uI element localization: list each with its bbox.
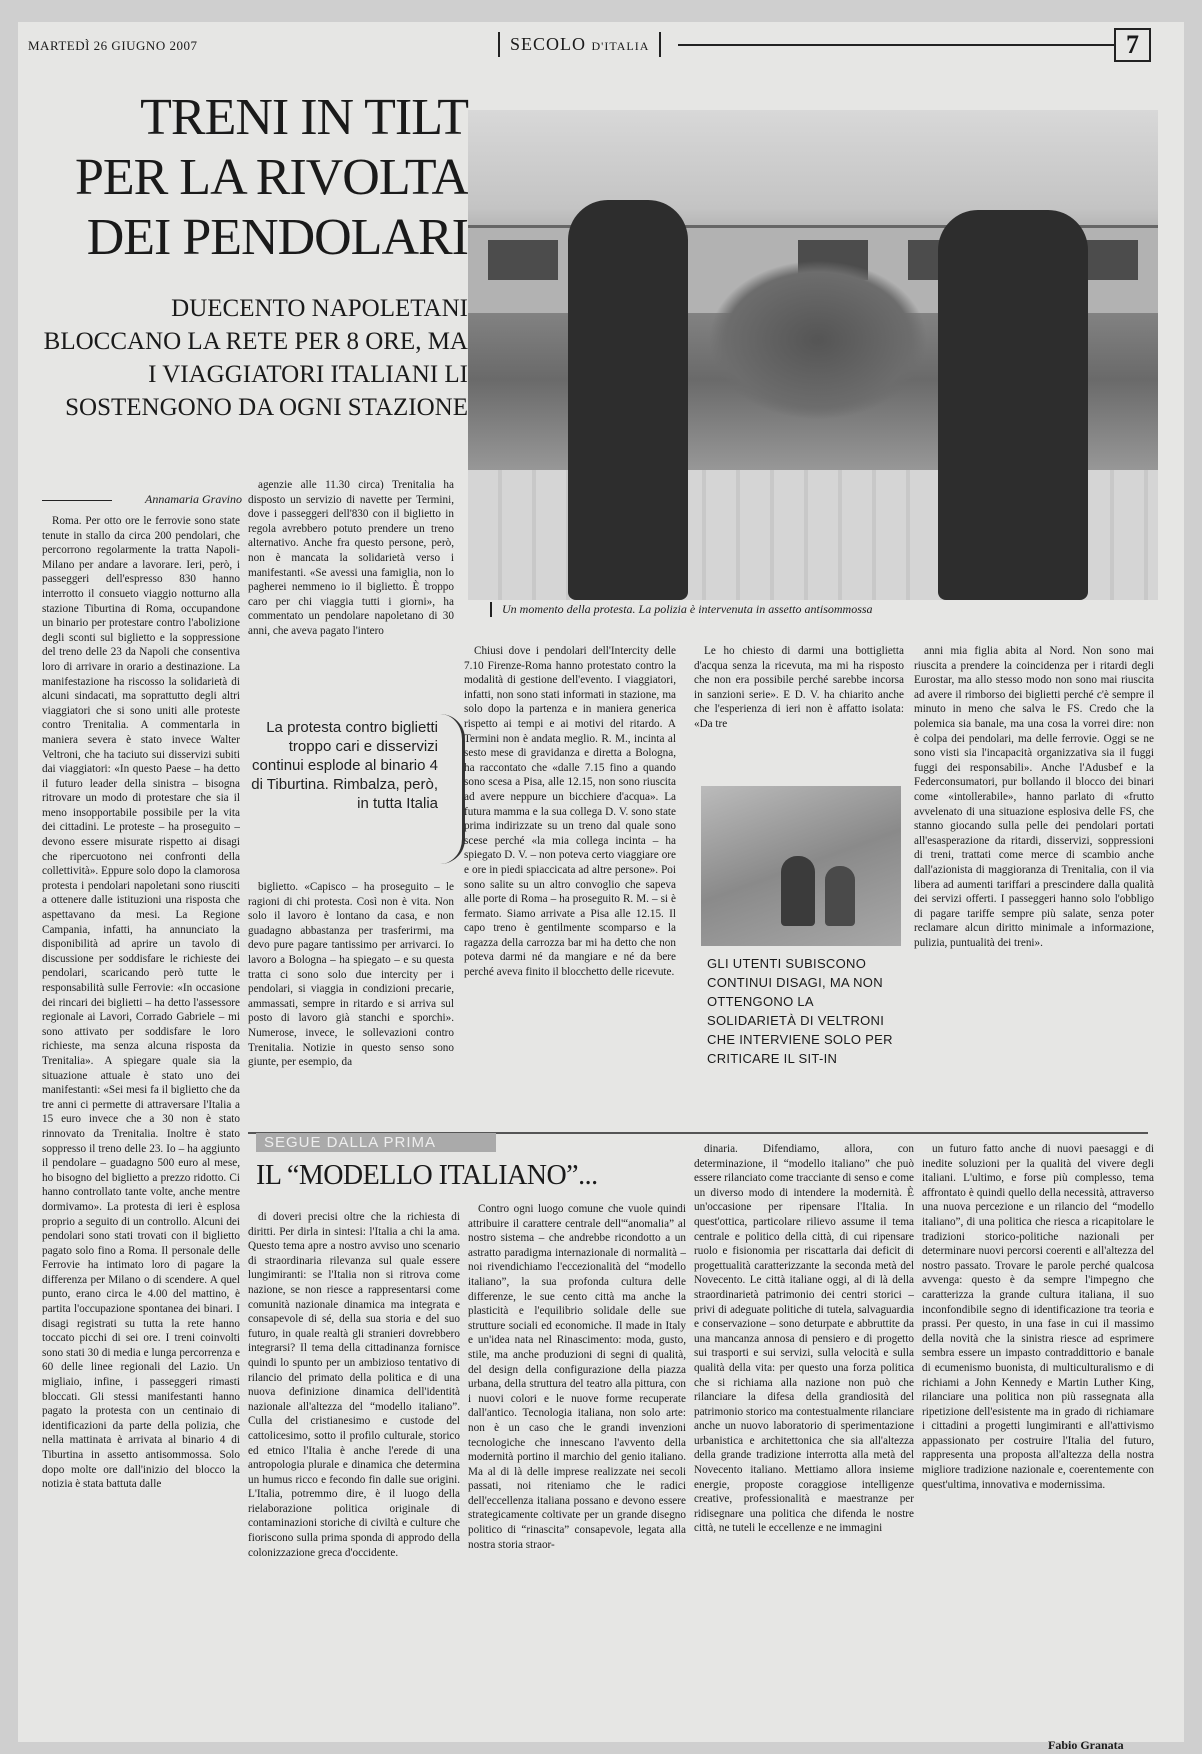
- headline: TRENI IN TILT PER LA RIVOLTA DEI PENDOLARI: [74, 89, 468, 266]
- second-article-title: IL “MODELLO ITALIANO”...: [256, 1160, 598, 1191]
- header-rule: [678, 44, 1118, 46]
- section-kicker: SEGUE DALLA PRIMA: [256, 1133, 496, 1152]
- column-text: Chiusi dove i pendolari dell'Intercity delle 7.10 Firenze-Roma hanno protestato contro la modalità di gestione dell'evento. I viaggiatori, infatti, non sono stati informati in stazione, ma solo dopo la partenza e in maniera generica rispetto ai tempi e ai motivi del ritardo. A Termini non è andata meglio. R. M., incinta al sesto mese di gravidanza e diretta a Bologna, ha raccontato che «dalle 7.15 fino a quando sono scesa a Pisa, alle 12.15, non sono riuscita ad avere neppure un bicchiere d'acqua». La futura mamma e la sua collega D. V. sono state prima indirizzate su un treno dal quale sono scese perché «la mia collega incinta – ha spiegato D. V. – non poteva certo viaggiare ore e ore in piedi spiaccicata ad altre persone». Poi sono salite su un altro convoglio che sapeva alle porte di Roma – ha proseguito R. M. – si è fermato. Siamo arrivate a Pisa alle 12.15. Il capo treno è gentilmente scomparso e la ragazza della carrozza bar mi ha detto che non poteva darmi né da mangiare e né da bere perché aveva finito il blocchetto delle ricevute.: [464, 645, 676, 979]
- page-header: [18, 22, 1184, 68]
- police-officer-left: [568, 200, 688, 600]
- pull-quote: La protesta contro biglietti troppo cari e disservizi continui esplode al binario 4 di Tiburtina. Rimbalza, però, in tutta Italia: [251, 719, 438, 812]
- crowd-shape: [708, 260, 928, 420]
- second-column-3: [694, 1142, 914, 1734]
- sidebar-text: GLI UTENTI SUBISCONO CONTINUI DISAGI, MA NON OTTENGONO LA SOLIDARIETÀ DI VELTRONI CHE INTERVIENE SOLO PER CRITICARE IL SIT-IN: [707, 956, 893, 1066]
- column-text: anni mia figlia abita al Nord. Non sono mai riuscita a prendere la coincidenza per i ritardi degli Eurostar, ma allo stesso modo non sono mai riuscita ad avere il rimborso dei biglietti perché c'è sempre il minuto in meno che salva le FS. Credo che la polemica sia banale, ma una cosa la vorrei dire: non è colpa dei pendolari, ma delle ferrovie. Oggi se ne sono visti sia l'incapacità organizzativa sia il fuggi fuggi dei responsabili». Anche l'Adusbef e la Federconsumatori, pur bollando il blocco dei binari come «intollerabile», hanno parlato di «frutto avvelenato di una situazione esplosiva delle FS, che stanno giocando sulla pelle dei pendolari portati all'esasperazione da ritardi, disservizi, soppressioni di treni, trattati come merce di scambio anche dall'azionista di maggioranza di Trenitalia, con il via libera ad aumenti tariffari a prescindere dalla qualità dei servizi offerti. I passeggeri hanno solo l'obbligo di pagare tariffe sempre più salate, senza poter reclamare alcun diritto minimale a informazione, pulizia, puntualità dei treni».: [914, 645, 1154, 949]
- page-number: 7: [1114, 28, 1151, 62]
- article-column-2-bottom: [248, 880, 454, 1116]
- police-officer-right: [938, 210, 1088, 600]
- column-text: dinaria. Difendiamo, allora, con determinazione, il “modello italiano” che può essere rilanciato come tracciante di senso e come un diverso modo di intendere la modernità. È un'occasione per ripensare l'Italia. In quest'ottica, particolare rilievo assume il tema centrale e politico della città, di cui ripensare ruolo e fisionomia per riscattarla dai deficit di progettualità caratterizzante la seconda metà del Novecento. Le città italiane oggi, al di là della straordinarietà patrimonio dei centri storici – privi di adeguate politiche di tutela, salvaguardia e conservazione – sono deturpate e abbruttite da una mancanza annosa di pensiero e di progetto sui trasporti e sui servizi, sulla velocità e sulla qualità della vita: per questo una forza politica che si richiama alla nazione non può che rilanciare la difesa della grandiosità del patrimonio storico ma contestualmente rilanciare anche un nuovo laboratorio di sperimentazione urbanistica e architettonica che sia all'altezza della grande tradizione interrotta alla metà del Novecento italiano. Mettiamo allora insieme energie, proposte coraggiose intelligenze creative, professionalità e maestranze per ridisegnare una politica che difenda le nostre città, ne tuteli le eccellenze e ne immagini: [694, 1143, 914, 1535]
- column-text: Contro ogni luogo comune che vuole quindi attribuire il carattere centrale dell'“anomalia” al nostro sistema – che andrebbe ricondotto a un astratto paradigma internazionale di normalità – noi rivendichiamo l'eccezionalità del “modello italiano”, la sua profonda cultura delle differenze, le sue cento città ma anche la plasticità e l'equilibrio solidale delle sue strutture sociali ed economiche. Il made in Italy e un'idea nata nel Rinascimento: moda, gusto, stile, ma anche produzioni di segni di qualità, del design della configurazione della piazza urbana, della struttura del teatro alla pittura, con i nuovi colori e le nuove forme recuperate dall'antico. Tecnologia italiana, non solo arte: non è un caso che le grandi invenzioni tecnologiche che innescano l'avvento della modernità portino il marchio del genio italiano. Ma al di là delle imprese realizzate nei secoli passati, noi riteniamo che le radici dell'eccellenza italiana possano e devono essere strategicamente coltivate per un grande disegno politico di “rinascita” consapevole, legata alla nostra storia straor-: [468, 1203, 686, 1551]
- article-column-5: [914, 644, 1154, 1116]
- photo-caption: Un momento della protesta. La polizia è intervenuta in assetto antisommossa: [490, 602, 1162, 617]
- column-text: Le ho chiesto di darmi una bottiglietta d'acqua senza la ricevuta, ma mi ha risposto che non era possibile perché sarebbe incorsa in sanzioni serie». E D. V. ha chiarito anche che l'esperienza di ieri non è affatto isolata: «Da tre: [694, 645, 904, 730]
- column-text: Roma. Per otto ore le ferrovie sono state tenute in stallo da circa 200 pendolari, che percorrono regolarmente la tratta Napoli-Milano per andare a lavorare. Ieri, però, i passeggeri dell'espresso 830 hanno interrotto il consueto viaggio notturno alla stazione Tiburtina di Roma, occupandone un binario per protestare contro l'abolizione degli sconti sul biglietto e la soppressione del treno delle 23 da Napoli che consentiva loro di arrivare in orario a destinazione. La manifestazione ha riscosso la solidarietà di alcuni sindacati, ma soprattutto degli altri viaggiatori che si sono uniti alle proteste contro Trenitalia. A commentarla in maniera severa è stato invece Walter Veltroni, che ha taciuto sui disservizi subiti dai viaggiatori: «In questo Paese – ha detto il futuro leader della sinistra – bisogna ritrovare un modo di protestare che sia il meno insopportabile possibile per la vita dei cittadini. Le proteste – ha proseguito – devono essere misurate rispetto ai disagi che ripercuotono nei confronti della collettività». Eppure solo dopo la clamorosa protesta i pendolari napoletani sono riusciti a ottenere dalle istituzioni una risposta che aspettavano da mesi. La Regione Campania, infatti, ha annunciato la disponibilità ad aprire un tavolo di discussione per soddisfare le richieste dei pendolari, scaricando però tutte le responsabilità sulle Ferrovie: «In occasione dei rincari dei biglietti – ha detto l'assessore regionale ai Lavori, Corrado Gabriele – mi sono attivato per soddisfare le loro richieste, ma senza alcuna risposta da Trenitalia». A spiegare quale sia la situazione attuale è stato uno dei manifestanti: «Sei mesi fa il biglietto che da tre anni ci permette di attraversare l'Italia a 15 euro invece che a 30 non è stato rinnovato da Trenitalia. Inoltre è stato soppresso il treno delle 23. Io – ha aggiunto il pendolare – guadagno 500 euro al mese, ho bisogno del biglietto a prezzo ridotto. Ci hanno controllato tante volte, anche mentre dormivamo». La protesta di ieri è esplosa proprio a seguito di un controllo. Alcuni dei pendolari sono stati trovati con il biglietto pagato solo fino a Roma. Il personale delle Ferrovie ha intimato loro di pagare la differenza per Milano o di scendere. A quel punto, erano circa le 4.00 del mattino, è partita l'occupazione spontanea dei binari. I disagi registrati su tutta la rete hanno toccato picchi di sei ore. I treni coinvolti sono stati 30 di media e lunga percorrenza e 60 delle linee regionali del Lazio. Un migliaio, infine, i passeggeri rimasti bloccati. Gli stessi manifestanti hanno pagato la protesta con un centinaio di identificazioni da parte della polizia, che nella mattinata è arrivata al binario 4 di Tiburtina in assetto antisommossa. Solo dopo molte ore dall'inizio del blocco la notizia è stata battuta dalle: [42, 515, 240, 1491]
- author-byline: Annamaria Gravino: [42, 492, 242, 507]
- article-column-4: [694, 644, 904, 774]
- second-column-1: [248, 1210, 460, 1730]
- column-text: agenzie alle 11.30 circa) Trenitalia ha disposto un servizio di navette per Termini, dove i passeggeri dell'830 con il biglietto in regola avrebbero potuto prendere un treno alternativo. Anche fra questo persone, però, non è mancata la solidarietà verso i manifestanti. «Se avessi una famiglia, non lo pagherei nemmeno io il biglietto. È troppo caro per chi viaggia tutti i giorni», ha commentato un pendolare napoletano di 30 anni, che aveva pagato l'intero: [248, 479, 454, 637]
- masthead: [498, 32, 661, 57]
- column-text: di doveri precisi oltre che la richiesta di diritti. Per dirla in sintesi: l'Italia a chi la ama. Questo tema apre a nostro avviso uno scenario di straordinaria rilevanza sul quale essere lungimiranti: se l'Italia non si ritrova come nazione, se non riesce a rappresentarsi come comunità nazionale dinamica ma integrata e consapevole di sé, della sua storia e del suo futuro, in quale realtà gli stranieri dovrebbero integrarsi? Il tema della cittadinanza fornisce quindi lo spunto per un ambizioso tentativo di rilancio del primato della politica e di una nuova definizione dinamica dell'identità nazionale all'altezza del “modello italiano”. Culla del cristianesimo e custode del cattolicesimo, sotto il profilo culturale, storico ed etnico l'Italia è anche l'erede di una antropologia plurale e dinamica che determina un humus ricco e fecondo fin dalle sue origini. L'Italia, potremmo dire, è il luogo della rielaborazione politica originale di contaminazioni storiche di civiltà e culture che fioriscono sulla prima sponda di approdo della colonizzazione greca d'occidente.: [248, 1211, 460, 1559]
- column-text: biglietto. «Capisco – ha proseguito – le ragioni di chi protesta. Così non è vita. Non solo il lavoro è lontano da casa, e non guadagno abbastanza per trasferirmi, ma devo pure pagare tantissimo per arrivarci. Io lavoro a Bologna – ha spiegato – e su questa tratta ci sono solo due intercity per i pendolari, si viaggia in condizioni precarie, ammassati, sempre in ritardo e si arriva sul posto di lavoro già stanchi e sporchi». Numerose, invece, le sollevazioni contro Trenitalia. Notizie in questo senso sono giunte, per esempio, da: [248, 881, 454, 1069]
- protest-photo: [468, 110, 1158, 600]
- passenger-shape: [825, 866, 855, 926]
- newspaper-page: [18, 22, 1184, 1752]
- second-column-4: [922, 1142, 1154, 1734]
- sidebar-photo: [701, 786, 901, 946]
- article-column-3: [464, 644, 676, 1116]
- second-column-2: [468, 1202, 686, 1732]
- train-window: [488, 240, 558, 280]
- second-article-author: Fabio Granata: [1048, 1738, 1124, 1752]
- pull-quote-bracket: [440, 714, 465, 864]
- article-column-1: [42, 514, 240, 1738]
- issue-date: MARTEDÌ 26 GIUGNO 2007: [28, 38, 198, 53]
- masthead-name: SECOLO: [510, 34, 587, 54]
- sidebar-box: [701, 786, 901, 1086]
- subheadline: DUECENTO NAPOLETANI BLOCCANO LA RETE PER 8 ORE, MA I VIAGGIATORI ITALIANI LI SOSTENGONO DA OGNI STAZIONE: [43, 295, 468, 421]
- article-column-2-top: [248, 478, 454, 698]
- masthead-suffix: D'ITALIA: [591, 39, 650, 53]
- passenger-shape: [781, 856, 815, 926]
- column-text: un futuro fatto anche di nuovi paesaggi e di inedite soluzioni per la qualità del vivere degli italiani. L'ultimo, e forse più complesso, tema affrontato è quindi quello della necessità, attraverso una nuova percezione e un rilancio del “modello italiano”, di una politica che riesca a ricapitolare le tradizioni storico-politiche nazionali per determinare nuovi percorsi coerenti e all'altezza del nostro passato. Trovare le parole perché qualcosa avvenga: questo è da sempre l'impegno che caratterizza la grande cultura italiana, il suo inconfondibile segno di identificazione tra teoria e prassi. Per questo, in una fase in cui il massimo della novità che la sinistra riesce ad esprimere sembra essere un impasto contraddittorio e banale di ecumenismo buonista, di multiculturalismo e di richiami a John Kennedy e Martin Luther King, rilanciare una politica non più rassegnata alla ripetizione dell'esistente ma in grado di richiamare i cittadini a progetti lungimiranti e all'attivismo appassionato per costruire l'Italia del futuro, rappresenta una proposta all'altezza della nostra migliore tradizione nazionale e, coerentemente con quest'ultima, innovativa e modernissima.: [922, 1143, 1154, 1491]
